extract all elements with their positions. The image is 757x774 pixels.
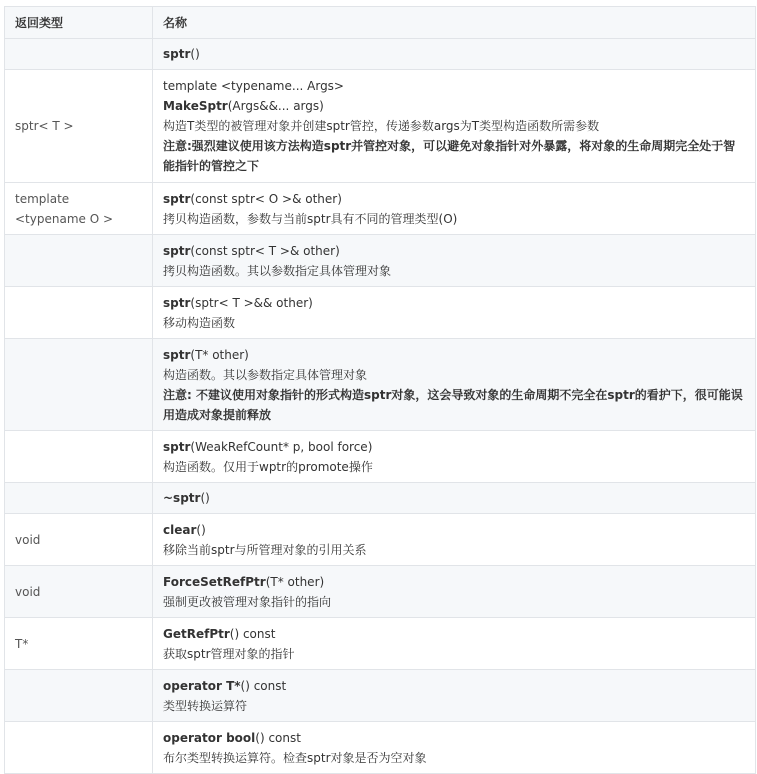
- signature-params: (Args&&... args): [227, 99, 324, 113]
- signature-params: (T* other): [265, 574, 325, 589]
- signature-params: (): [200, 491, 210, 505]
- signature: [163, 96, 745, 116]
- return-type-cell: [5, 287, 153, 339]
- function-name: operator T*: [163, 678, 241, 693]
- table-row: [5, 670, 756, 722]
- note: 注意: 不建议使用对象指针的形式构造sptr对象，这会导致对象的生命周期不完全在sptr的看护下，很可能误用造成对象提前释放: [163, 387, 743, 422]
- function-name: MakeSptr: [163, 99, 228, 113]
- return-type-cell: template <typename O >: [5, 183, 153, 235]
- table-row: [5, 39, 756, 70]
- return-type-cell: T*: [5, 618, 153, 670]
- description: 构造T类型的被管理对象并创建sptr管控，传递参数args为T类型构造函数所需参数: [163, 119, 600, 133]
- description: 类型转换运算符: [163, 698, 248, 713]
- signature: [163, 241, 745, 261]
- function-name: sptr: [163, 295, 191, 310]
- return-type-cell: [5, 235, 153, 287]
- function-name: sptr: [163, 191, 191, 206]
- description: 移动构造函数: [163, 315, 236, 330]
- signature-params: () const: [255, 730, 301, 745]
- name-cell: [153, 287, 756, 339]
- signature-params: (const sptr< O >& other): [190, 191, 342, 206]
- name-cell: [153, 722, 756, 774]
- return-type-cell: [5, 431, 153, 483]
- name-cell: [153, 514, 756, 566]
- signature: [163, 676, 745, 696]
- description: 移除当前sptr与所管理对象的引用关系: [163, 542, 367, 557]
- signature-params: (WeakRefCount* p, bool force): [190, 439, 373, 454]
- signature-params: () const: [240, 678, 287, 693]
- signature: [163, 437, 745, 457]
- signature: [163, 189, 745, 209]
- name-cell: [153, 618, 756, 670]
- table-row: [5, 287, 756, 339]
- description: 构造函数。其以参数指定具体管理对象: [163, 367, 368, 382]
- description: 拷贝构造函数。其以参数指定具体管理对象: [163, 263, 392, 278]
- table-row: [5, 566, 756, 618]
- table-row: [5, 618, 756, 670]
- header-return-type: 返回类型: [5, 7, 153, 39]
- template-text: template <typename... Args>: [163, 79, 344, 93]
- function-name: sptr: [163, 347, 191, 362]
- function-name: sptr: [163, 243, 191, 258]
- description: 布尔类型转换运算符。检查sptr对象是否为空对象: [163, 750, 427, 765]
- table-row: [5, 70, 756, 183]
- signature-params: (sptr< T >&& other): [190, 295, 313, 310]
- name-cell: [153, 670, 756, 722]
- header-name: 名称: [153, 7, 756, 39]
- signature-params: (T* other): [190, 347, 249, 362]
- name-cell: [153, 183, 756, 235]
- table-row: [5, 339, 756, 431]
- signature-template: [163, 76, 745, 96]
- signature-params: (): [190, 47, 200, 61]
- signature: [163, 572, 745, 592]
- return-type-cell: [5, 339, 153, 431]
- function-name: GetRefPtr: [163, 626, 230, 641]
- signature: [163, 728, 745, 748]
- name-cell: [153, 566, 756, 618]
- function-name: sptr: [163, 47, 191, 61]
- return-type-cell: [5, 722, 153, 774]
- return-type-cell: [5, 39, 153, 70]
- note: 注意:强烈建议使用该方法构造sptr并管控对象，可以避免对象指针对外暴露，将对象的生命周期完全处于智能指针的管控之下: [163, 139, 736, 173]
- signature: [163, 488, 745, 508]
- name-cell: [153, 339, 756, 431]
- api-table: [4, 6, 756, 774]
- signature-params: (const sptr< T >& other): [190, 243, 340, 258]
- signature-params: (): [196, 522, 206, 537]
- function-name: ForceSetRefPtr: [163, 574, 266, 589]
- return-type-cell: [5, 483, 153, 514]
- return-type-cell: void: [5, 514, 153, 566]
- return-type-cell: [5, 670, 153, 722]
- table-row: [5, 183, 756, 235]
- function-name: ~sptr: [163, 491, 201, 505]
- description: 构造函数。仅用于wptr的promote操作: [163, 459, 373, 474]
- description: 获取sptr管理对象的指针: [163, 646, 295, 661]
- table-row: [5, 722, 756, 774]
- table-row: [5, 235, 756, 287]
- signature: [163, 345, 745, 365]
- description: 拷贝构造函数，参数与当前sptr具有不同的管理类型(O): [163, 211, 458, 226]
- table-row: [5, 483, 756, 514]
- name-cell: [153, 235, 756, 287]
- name-cell: [153, 483, 756, 514]
- name-cell: [153, 39, 756, 70]
- function-name: operator bool: [163, 730, 256, 745]
- function-name: clear: [163, 522, 197, 537]
- name-cell: [153, 431, 756, 483]
- signature: [163, 293, 745, 313]
- signature: [163, 44, 745, 64]
- table-header-row: [5, 7, 756, 39]
- return-type-cell: void: [5, 566, 153, 618]
- table-row: [5, 514, 756, 566]
- signature: [163, 624, 745, 644]
- name-cell: [153, 70, 756, 183]
- signature-params: () const: [229, 626, 276, 641]
- return-type-cell: sptr< T >: [5, 70, 153, 183]
- function-name: sptr: [163, 439, 191, 454]
- table-row: [5, 431, 756, 483]
- signature: [163, 520, 745, 540]
- description: 强制更改被管理对象指针的指向: [163, 594, 332, 609]
